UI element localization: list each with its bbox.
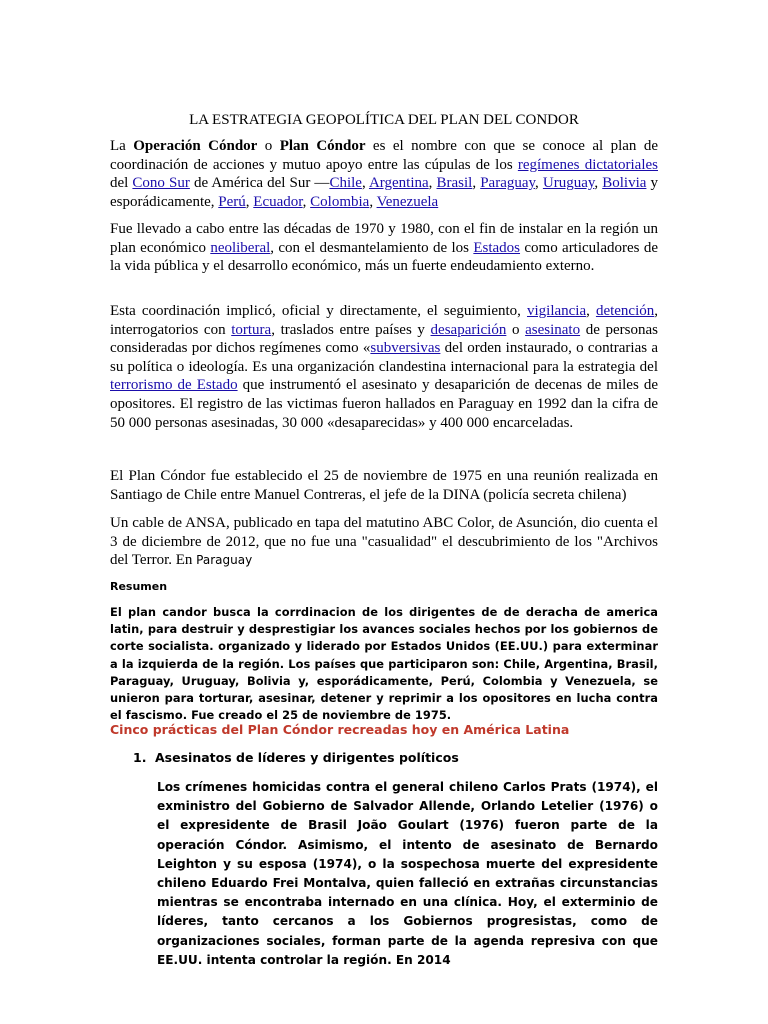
text: de América del Sur —	[189, 175, 330, 192]
text-paraguay: Paraguay	[196, 553, 253, 568]
text: o	[257, 138, 280, 154]
link-detencion[interactable]: detención	[595, 303, 655, 319]
link-cono-sur[interactable]: Cono Sur	[132, 175, 190, 192]
text: Fue llevado a cabo entre las décadas de 1970 y 1980, con el fin de instalar en la región un plan económico	[110, 221, 658, 256]
paragraph-intro	[110, 137, 658, 211]
link-regimenes-dictatoriales[interactable]: regímenes dictatoriales	[517, 156, 658, 173]
document-title: LA ESTRATEGIA GEOPOLÍTICA DEL PLAN DEL CONDOR	[189, 112, 579, 128]
link-brasil[interactable]: Brasil	[436, 175, 473, 192]
text: o	[506, 321, 526, 338]
separator: ,	[594, 175, 603, 192]
link-colombia[interactable]: Colombia	[310, 193, 370, 210]
link-tortura[interactable]: tortura	[231, 321, 272, 338]
text: del	[110, 175, 133, 192]
text: Esta coordinación implicó, oficial y directamente, el seguimiento,	[110, 303, 527, 319]
list-item-1	[133, 750, 459, 765]
separator: ,	[361, 175, 369, 192]
link-desaparicion[interactable]: desaparición	[430, 321, 507, 338]
bold-term-operacion-condor: Operación Cóndor	[133, 138, 258, 154]
link-subversivas[interactable]: subversivas	[370, 340, 441, 357]
text: Un cable de ANSA, publicado en tapa del matutino ABC Color, de Asunción, dio cuenta el 3 de diciembre de 2012, que no fue una "casualidad" el descubrimiento de los "Archivos del Terror. En	[110, 515, 658, 569]
link-peru[interactable]: Perú	[218, 193, 246, 210]
separator: ,	[245, 193, 254, 210]
text: , interrogatorios con	[110, 303, 658, 338]
separator: ,	[472, 175, 481, 192]
text: de personas consideradas por dichos regímenes como «	[110, 321, 658, 357]
link-venezuela[interactable]: Venezuela	[376, 193, 439, 210]
text: que instrumentó el asesinato y desaparición de decenas de miles de opositores. El registro de las victimas fueron hallados en Paraguay en 1992 dan la cifra de 50 000 personas asesinadas, 30 000 «desaparecidas» y 400 000 encarceladas.	[110, 377, 658, 431]
resumen-label: Resumen	[110, 580, 168, 593]
text: , traslados entre países y	[271, 321, 431, 338]
text: ,	[586, 303, 596, 319]
link-paraguay[interactable]: Paraguay	[480, 175, 536, 192]
paragraph-ansa-cable	[110, 514, 658, 570]
text: del orden instaurado, o contrarias a su política o ideología. Es una organización clandestina internacional para la estrategia del	[110, 340, 658, 375]
list-number: 1.	[133, 750, 147, 765]
link-bolivia[interactable]: Bolivia	[602, 175, 647, 192]
link-neoliberal[interactable]: neoliberal	[210, 239, 271, 256]
separator: ,	[535, 175, 543, 192]
link-asesinato[interactable]: asesinato	[525, 321, 581, 338]
link-estados[interactable]: Estados	[473, 239, 521, 256]
text: , con el desmantelamiento de los	[270, 239, 474, 256]
text: y esporádicamente,	[110, 175, 659, 210]
text: es el nombre con que se conoce al plan de coordinación de acciones y mutuo apoyo entre las cúpulas de los	[110, 138, 659, 173]
link-chile[interactable]: Chile	[329, 175, 362, 192]
separator: ,	[369, 193, 377, 210]
resumen-text: El plan candor busca la corrdinacion de los dirigentes de de deracha de america latin, para destruir y desprestigiar los avances sociales hechos por los gobiernos de corte socialista. organizado y liderado por Estados Unidos (EE.UU.) para exterminar a la izquierda de la región. Los países que participaron son: Chile, Argentina, Brasil, Paraguay, Uruguay, Bolivia y, esporádicamente, Perú, Colombia y Venezuela, se unieron para torturar, asesinar, detener y reprimir a los opositores en lucha contra el fascismo. Fue creado el 25 de noviembre de 1975.	[110, 605, 658, 723]
text: como articuladores de la vida pública y el desarrollo económico, más un fuerte endeudamiento externo.	[110, 239, 658, 275]
paragraph-coordination	[110, 302, 658, 432]
link-uruguay[interactable]: Uruguay	[542, 175, 595, 192]
link-vigilancia[interactable]: vigilancia	[526, 303, 587, 319]
paragraph-economic-plan	[110, 220, 658, 276]
link-terrorismo-de-estado[interactable]: terrorismo de Estado	[110, 377, 238, 394]
separator: ,	[302, 193, 311, 210]
text: La	[110, 138, 134, 154]
bold-term-plan-condor: Plan Cóndor	[279, 138, 366, 154]
link-argentina[interactable]: Argentina	[368, 175, 429, 192]
separator: ,	[428, 175, 437, 192]
link-ecuador[interactable]: Ecuador	[253, 193, 303, 210]
list-item-label: Asesinatos de líderes y dirigentes políticos	[155, 750, 459, 765]
paragraph-plan-established: El Plan Cóndor fue establecido el 25 de noviembre de 1975 en una reunión realizada en Santiago de Chile entre Manuel Contreras, el jefe de la DINA (policía secreta chilena)	[110, 468, 658, 503]
section-heading: Cinco prácticas del Plan Cóndor recreadas hoy en América Latina	[110, 722, 570, 737]
list-item-1-text: Los crímenes homicidas contra el general chileno Carlos Prats (1974), el exministro del Gobierno de Salvador Allende, Orlando Letelier (1976) o el expresidente de Brasil João Goulart (1976) fueron parte de la operación Cóndor. Asimismo, el intento de asesinato de Bernardo Leighton y su esposa (1974), o la sospechosa muerte del expresidente chileno Eduardo Frei Montalva, quien falleció en extrañas circunstancias mientras se encontraba internado en una clínica. Hoy, el exterminio de líderes, tanto cercanos a los Gobiernos progresistas, como de organizaciones sociales, forman parte de la agenda represiva con que EE.UU. intenta controlar la región. En 2014	[157, 780, 658, 967]
